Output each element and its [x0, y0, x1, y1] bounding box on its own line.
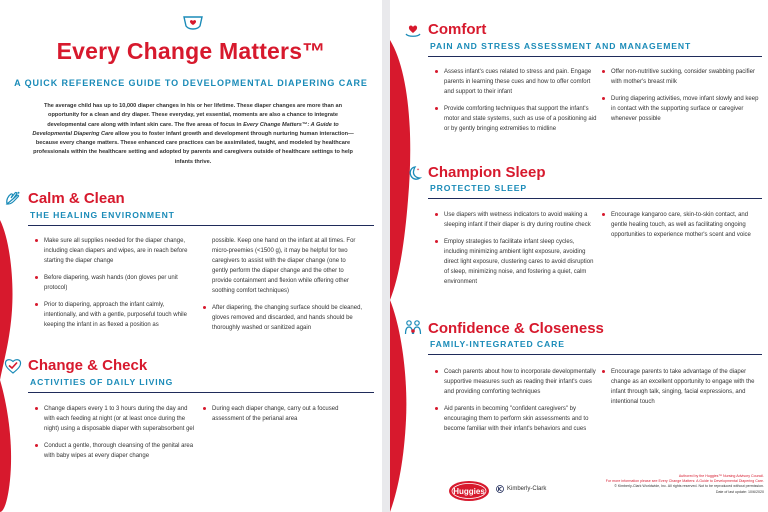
page-gutter: [382, 0, 390, 512]
bullet-text: Coach parents about how to incorporate developmentally supportive measures such as reading their infant's cues and providing comforting techniques: [444, 369, 596, 395]
right-page: [390, 0, 768, 512]
change-column-2: [203, 404, 363, 431]
kimberly-clark-mark-icon: [496, 485, 504, 493]
page-subtitle: A QUICK REFERENCE GUIDE TO DEVELOPMENTAL DIAPERING CARE: [14, 78, 368, 88]
list-item: [435, 104, 597, 134]
bullet-dot: [35, 444, 38, 447]
bullet-text: possible. Keep one hand on the infant at all times. For micro-preemies (<1500 g), it may be helpful for two caregivers to assist with the diaper change (one to gently perform the diaper change and the other to provide containment and flexion while offering other soothing comfort techniques): [212, 238, 356, 294]
bullet-text: Change diapers every 1 to 3 hours during the day and with each feeding at night (or at least once during the night) using a disposable diaper with superabsorbent gel: [44, 406, 195, 432]
section-divider: [428, 198, 762, 199]
list-item: [435, 237, 597, 287]
section-subtitle-confidence: FAMILY-INTEGRATED CARE: [430, 339, 565, 349]
diaper-heart-icon: [182, 14, 204, 32]
list-item: [203, 404, 363, 424]
section-title-confidence: Confidence & Closeness: [428, 320, 604, 337]
section-subtitle-comfort: PAIN AND STRESS ASSESSMENT AND MANAGEMENT: [430, 41, 692, 51]
list-item: [602, 94, 762, 124]
comfort-column-1: [435, 67, 597, 141]
bullet-text: Before diapering, wash hands (don gloves per unit protocol): [44, 275, 178, 291]
bullet-dot: [435, 107, 438, 110]
comfort-column-2: [602, 67, 762, 131]
bullet-dot: [203, 306, 206, 309]
bullet-dot: [435, 70, 438, 73]
list-item: [35, 236, 197, 266]
footer-line: For more information please see Every Change Matters: A Guide to Developmental Diapering Care.: [605, 479, 764, 484]
intro-paragraph: [28, 102, 358, 167]
confidence-column-1: [435, 367, 597, 441]
bullet-dot: [435, 407, 438, 410]
bullet-text: Aid parents in becoming "confident caregivers" by encouraging them to perform skin assessments and to become familiar with their infant's behaviors and cues: [444, 406, 589, 432]
left-page: [0, 0, 382, 512]
list-item: [203, 236, 363, 296]
section-subtitle-sleep: PROTECTED SLEEP: [430, 183, 528, 193]
bullet-text: Assess infant's cues related to stress and pain. Engage parents in learning these cues and how to offer comfort and support to their infant: [444, 69, 592, 95]
calm-column-2: [203, 236, 363, 340]
footer-line: Authored by the Huggies™ Nursing Advisory Council.: [678, 474, 764, 478]
bullet-dot: [602, 213, 605, 216]
family-icon: [404, 319, 422, 337]
list-item: [435, 404, 597, 434]
intro-text-emphasis: Every Change Matters™: A Guide to Developmental Diapering Care: [32, 121, 339, 137]
list-item: [35, 441, 197, 461]
bullet-text: Encourage kangaroo care, skin-to-skin contact, and gentle healing touch, as well as facilitating ongoing opportunities to experience mother's scent and voice: [611, 212, 751, 238]
confidence-column-2: [602, 367, 762, 414]
sleep-column-2: [602, 210, 762, 247]
checkmark-heart-icon: [4, 357, 22, 375]
section-subtitle-calm: THE HEALING ENVIRONMENT: [30, 210, 175, 220]
hands-icon: [4, 190, 22, 208]
bullet-text: During each diaper change, carry out a focused assessment of the perianal area: [212, 406, 339, 422]
bullet-text: After diapering, the changing surface should be cleaned, gloves removed and discarded, and hands should be thoroughly washed or sanitized again: [212, 305, 363, 331]
list-item: [35, 300, 197, 330]
red-wave-decoration: [0, 0, 16, 512]
footer-note: [568, 474, 764, 495]
bullet-text: Encourage parents to take advantage of the diaper change as an excellent opportunity to engage with the infant through talk, singing, facial expressions, and intentional touch: [611, 369, 755, 405]
page-title: Every Change Matters™: [56, 38, 326, 64]
bullet-dot: [435, 213, 438, 216]
bullet-text: Make sure all supplies needed for the diaper change, including clean diapers and wipes, are in reach before starting the diaper change: [44, 238, 188, 264]
sleep-column-1: [435, 210, 597, 294]
list-item: [435, 67, 597, 97]
list-item: [435, 367, 597, 397]
bullet-text: Offer non-nutritive sucking, consider swabbing pacifier with mother's breast milk: [611, 69, 755, 85]
red-wave-decoration: [390, 0, 416, 512]
footer-line: Date of last update: 10/6/2020: [715, 489, 764, 494]
list-item: [602, 367, 762, 407]
kimberly-clark-logo: [496, 485, 546, 493]
kimberly-clark-text: Kimberly-Clark: [507, 486, 547, 492]
list-item: [35, 273, 197, 293]
bullet-text: Use diapers with wetness indicators to avoid waking a sleeping infant if their diaper is dry during routine check: [444, 212, 591, 228]
section-title-calm: Calm & Clean: [28, 190, 125, 207]
list-item: [602, 67, 762, 87]
change-column-1: [35, 404, 197, 468]
list-item: [203, 303, 363, 333]
bullet-text: Employ strategies to facilitate infant sleep cycles, including minimizing ambient light exposure, avoiding direct light exposure, clustering cares to avoid disruption of sleep, minimizing noise, and fostering a quiet, calm environment: [444, 239, 594, 285]
bullet-text: Prior to diapering, approach the infant calmly, intentionally, and with a gentle, purposeful touch while keeping the infant in as flexed a position as: [44, 302, 187, 328]
section-divider: [28, 392, 374, 393]
bullet-dot: [602, 97, 605, 100]
huggies-logo: [448, 480, 490, 502]
list-item: [602, 210, 762, 240]
bullet-text: During diapering activities, move infant slowly and keep in contact with the supporting surface or caregiver whenever possible: [611, 96, 759, 122]
section-divider: [28, 225, 374, 226]
moon-stars-icon: [404, 164, 422, 182]
bullet-dot: [435, 370, 438, 373]
bullet-text: Provide comforting techniques that support the infant's motor and state systems, such as use of a positioning aid or by gently bringing extremities to midline: [444, 106, 597, 132]
bullet-dot: [35, 407, 38, 410]
list-item: [435, 210, 597, 230]
bullet-dot: [435, 240, 438, 243]
bullet-text: Conduct a gentle, thorough cleansing of the genital area with baby wipes at every diaper change: [44, 443, 194, 459]
section-divider: [428, 354, 762, 355]
section-divider: [428, 56, 762, 57]
huggies-logo-text: Huggies: [453, 487, 485, 496]
bullet-dot: [602, 370, 605, 373]
section-subtitle-change: ACTIVITIES OF DAILY LIVING: [30, 377, 174, 387]
bullet-dot: [602, 70, 605, 73]
section-title-comfort: Comfort: [428, 21, 487, 38]
section-title-sleep: Champion Sleep: [428, 164, 546, 181]
bullet-dot: [203, 407, 206, 410]
section-title-change: Change & Check: [28, 357, 148, 374]
calm-column-1: [35, 236, 197, 337]
intro-text-1: The average child has up to 10,000 diaper changes in his or her lifetime. These diaper changes are more than an opportunity for a clean and dry diaper. These everyday, yet essential, moments are also a chance to integrate developmental care along with infant skin care. The five areas of focus in: [43, 103, 343, 128]
heart-hands-icon: [404, 22, 422, 40]
bullet-dot: [35, 303, 38, 306]
footer-line: © Kimberly-Clark Worldwide, Inc. All rights reserved. Not to be reproduced without permission.: [614, 484, 764, 489]
intro-text-2: allow you to foster infant growth and development through nurturing human interaction—because every change matters. These enhanced care practices can be assimilated, taught, and modeled by healthcare professionals within the healthcare setting and adopted by parents and caregivers outside of healthcare settings to help infants thrive.: [33, 130, 354, 165]
list-item: [35, 404, 197, 434]
bullet-dot: [35, 276, 38, 279]
bullet-dot: [35, 239, 38, 242]
